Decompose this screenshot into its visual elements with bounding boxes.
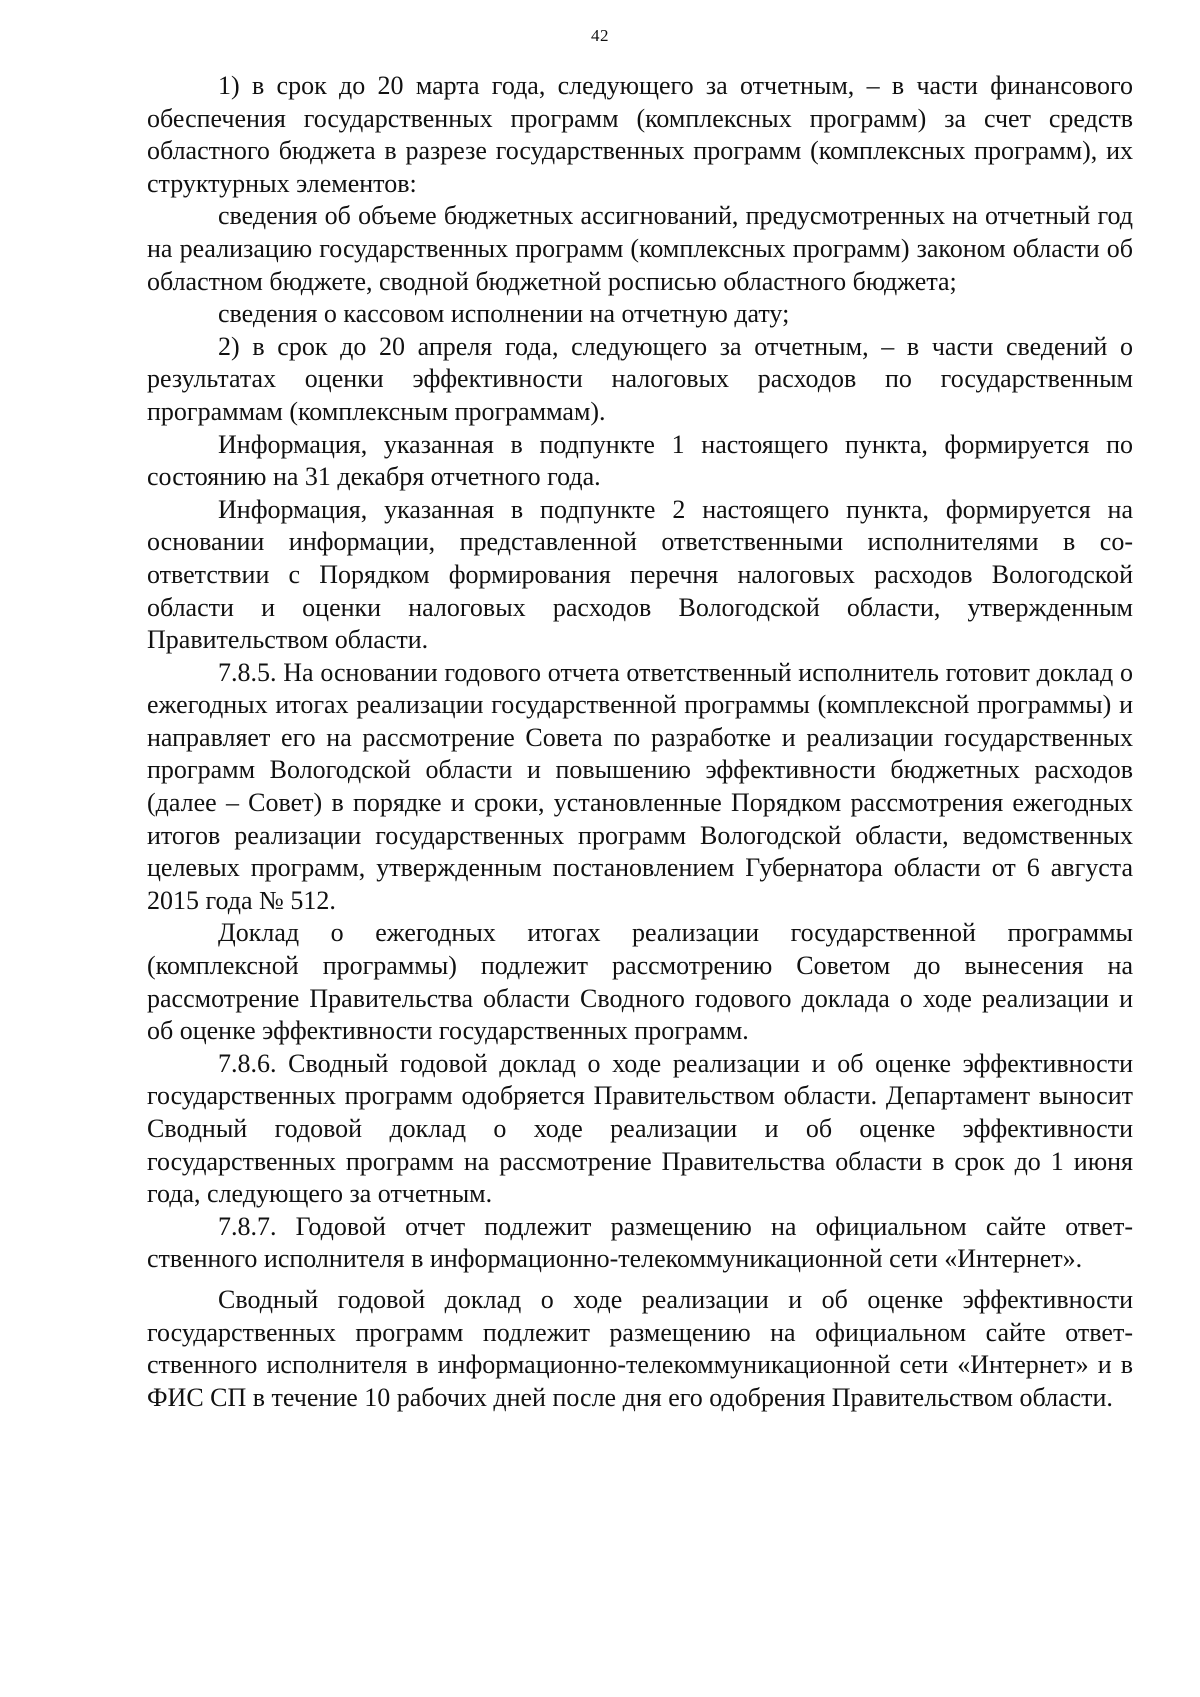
paragraph-subitem-1: 1) в срок до 20 марта года, следующего за отчетным, – в части финансового обеспечения государственных программ (комплексных программ) за счет средств областного бюджета в разрезе государственных программ (комплексных программ), их структурных элементов: — [147, 71, 1133, 198]
paragraph-info-subitem-2: Информация, указанная в подпункте 2 настоящего пункта, формируется на основании информации, представленной ответственными исполнителями в соответствии с Порядком формирования перечня налоговых расходов Вологодской области и оценки налоговых расходов Вологодской области, утвержденным Правительством области. — [147, 494, 1133, 655]
paragraph-info-subitem-1: Информация, указанная в подпункте 1 настоящего пункта, формируется по состоянию на 31 декабря отчетного года. — [147, 429, 1133, 492]
paragraph-subitem-2: 2) в срок до 20 апреля года, следующего за отчетным, – в части сведений о результатах оценки эффективности налоговых расходов по государственным программам (комплексным программам). — [147, 331, 1133, 426]
paragraph-cash-execution: сведения о кассовом исполнении на отчетную дату; — [218, 299, 790, 329]
paragraph-budget-allocations: сведения об объеме бюджетных ассигнований, предусмотренных на отчетный год на реализацию государственных программ (комплексных программ) законом области об областном бюджете, сводной бюджетной росписью областного бюджета; — [147, 201, 1133, 296]
paragraph-7-8-6: 7.8.6. Сводный годовой доклад о ходе реализации и об оценке эффективности государственных программ одобряется Правительством области. Департамент выносит Сводный годовой доклад о ходе реализации и об оценке эффективности государственных программ на рассмотрение Правительства области в срок до 1 июня года, следующего за отчетным. — [147, 1048, 1133, 1209]
paragraph-7-8-7: 7.8.7. Годовой отчет подлежит размещению на официальном сайте ответственного исполнителя в информационно-телекоммуникационной сети «Интернет». — [147, 1211, 1133, 1274]
page-number: 42 — [591, 26, 609, 45]
paragraph-summary-report-publication: Сводный годовой доклад о ходе реализации и об оценке эффективности государственных программ подлежит размещению на официальном сайте ответственного исполнителя в информационно-телекоммуникационной сети «Интернет» и в ФИС СП в течение 10 рабочих дней после дня его одобрения Правительством области. — [147, 1284, 1133, 1412]
paragraph-7-8-5: 7.8.5. На основании годового отчета ответственный исполнитель готовит доклад о ежегодных итогах реализации государственной программы (комплексной программы) и направляет его на рассмотрение Совета по разработке и реализации государственных программ Вологодской области и повышению эффективности бюджетных расходов (далее – Совет) в порядке и сроки, установленные Порядком рассмотрения ежегодных итогов реализации государственных программ Вологодской области, ведомственных целевых программ, утвержденным постановлением Губернатора области от 6 августа 2015 года № 512. — [147, 657, 1133, 915]
paragraph-annual-report-review: Доклад о ежегодных итогах реализации государственной программы (комплексной программы) подлежит рассмотрению Советом до вынесения на рассмотрение Правительства области Сводного годового доклада о ходе реализации и об оценке эффективности государственных программ. — [147, 918, 1133, 1046]
document-body — [147, 70, 1133, 1414]
